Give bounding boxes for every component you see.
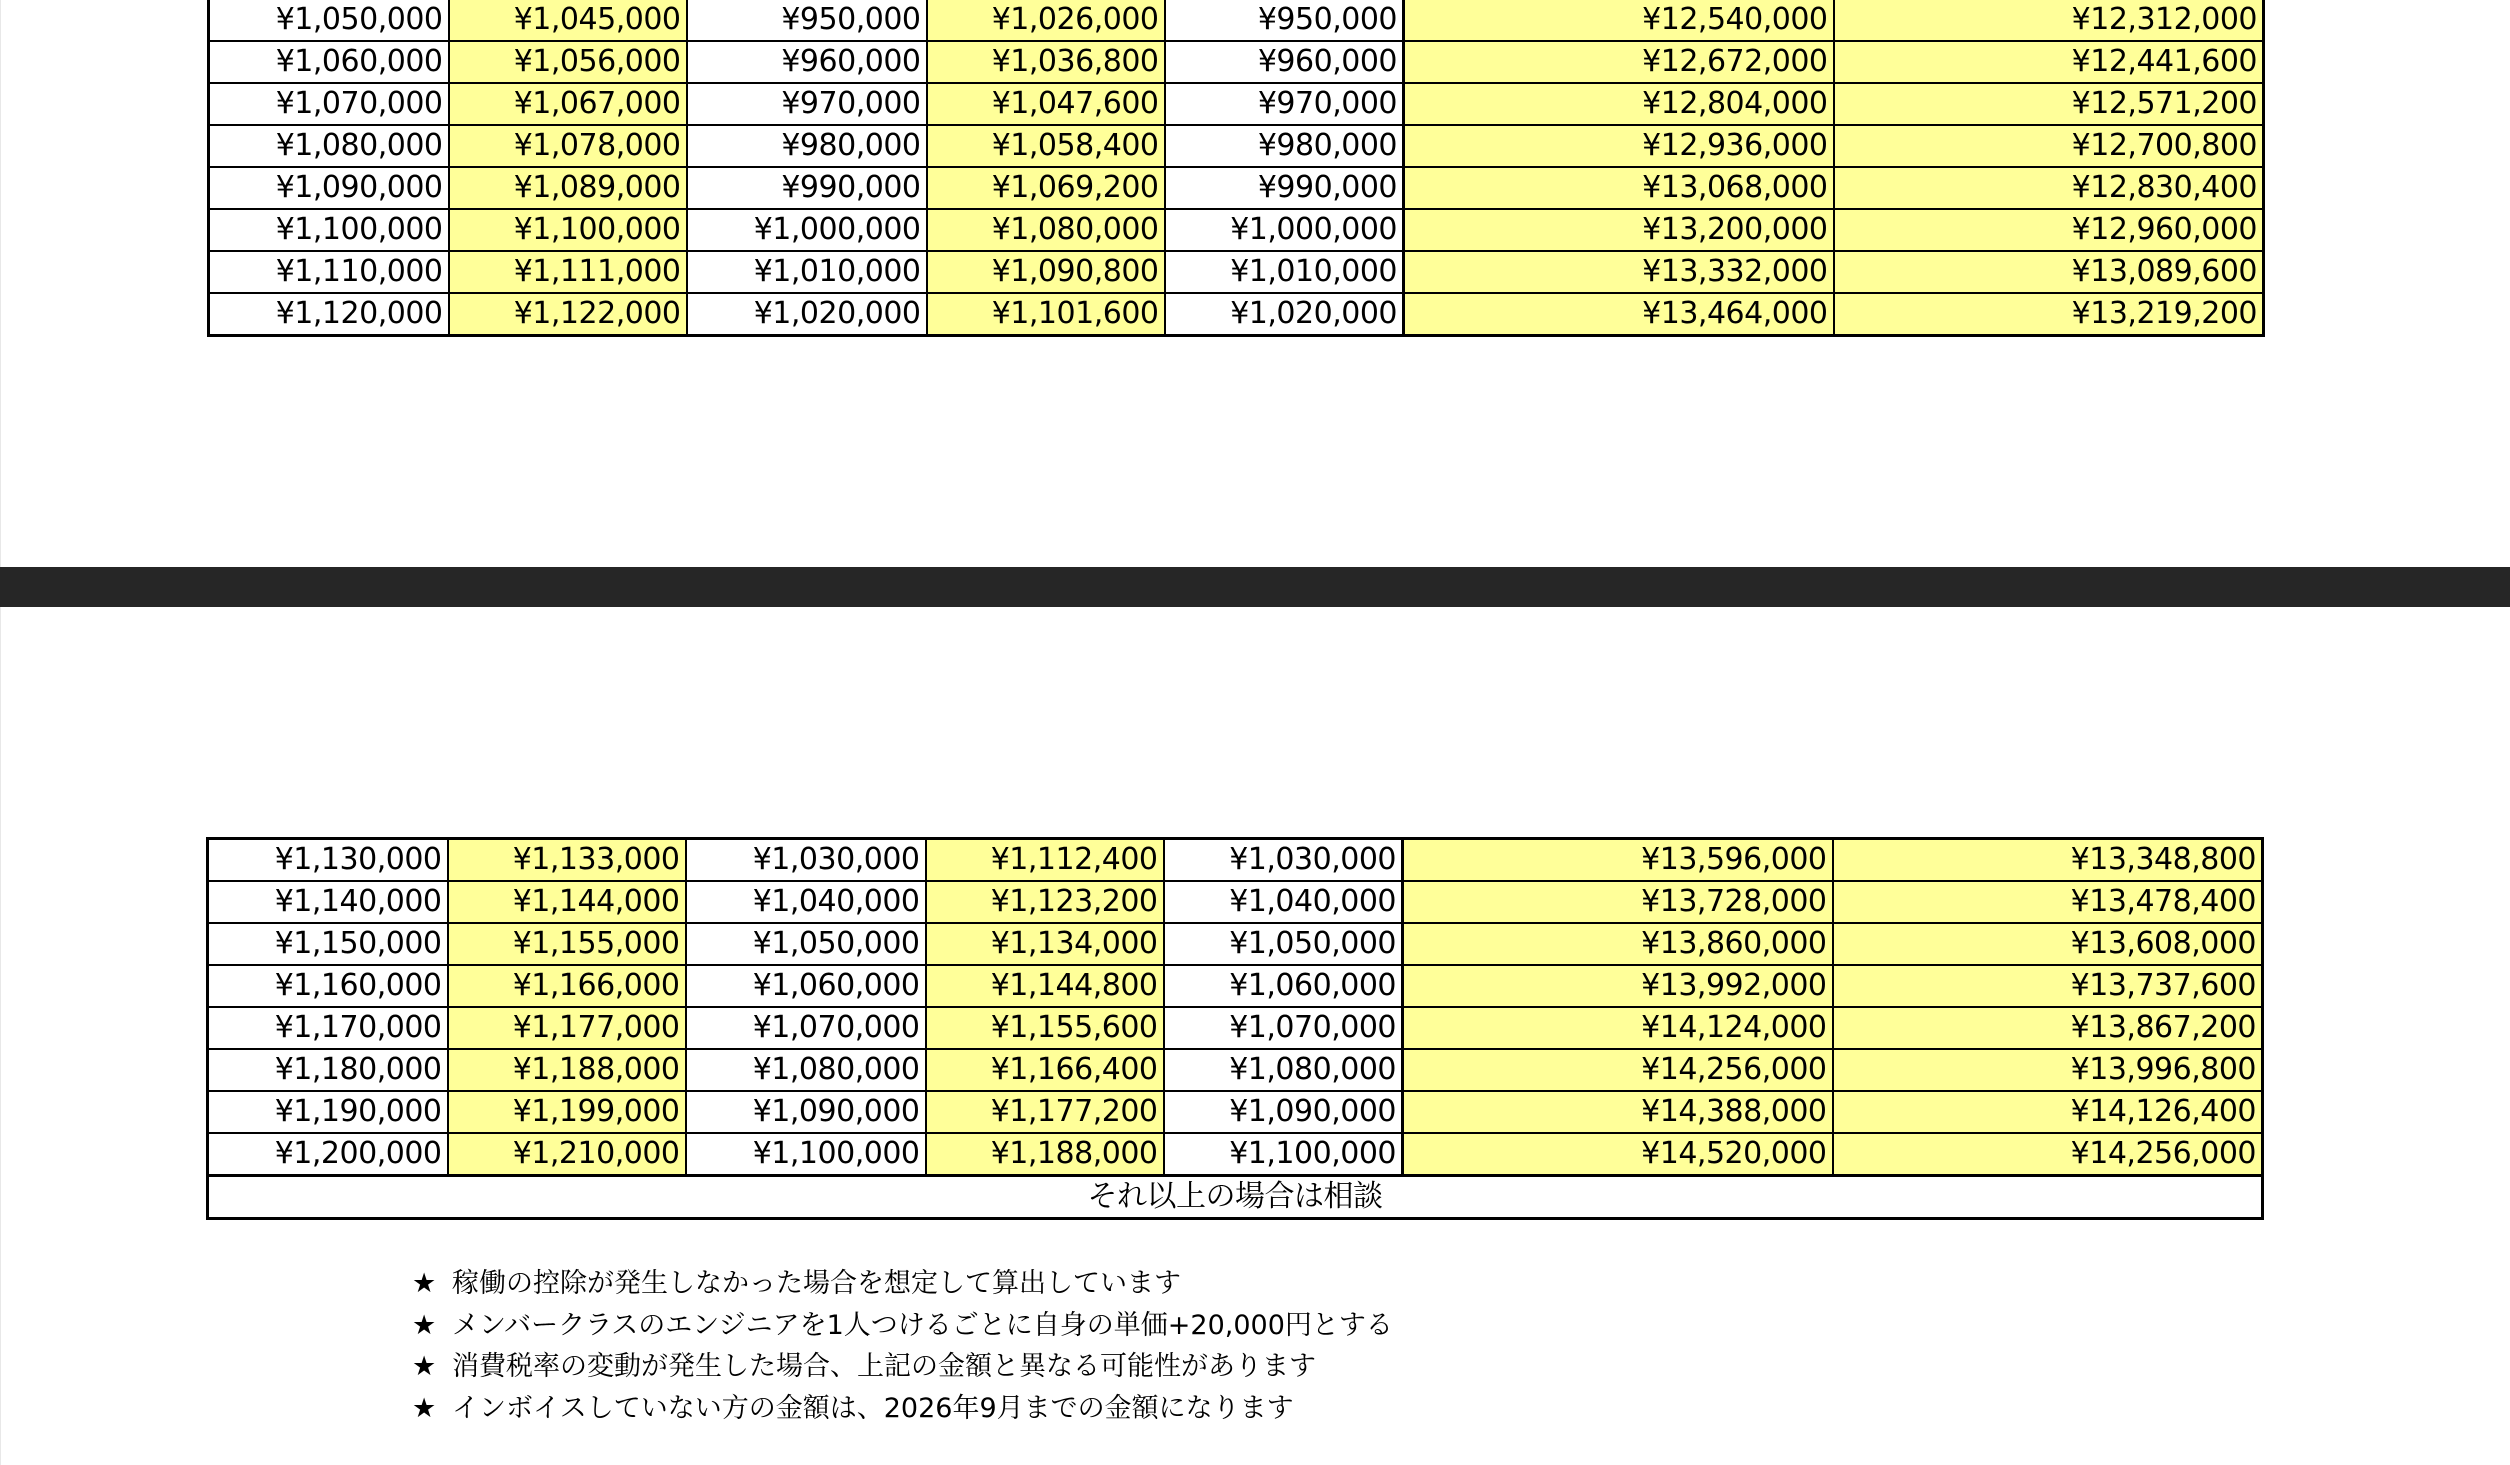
- note-item: [412, 1346, 1393, 1388]
- rate-b-cell[interactable]: ¥980,000: [687, 125, 927, 167]
- rate-b-cell[interactable]: ¥1,050,000: [686, 923, 926, 965]
- table-row: [208, 881, 2263, 923]
- table-row: [208, 965, 2263, 1007]
- annual-a-cell[interactable]: ¥12,672,000: [1404, 41, 1834, 83]
- annual-b-cell[interactable]: ¥14,126,400: [1833, 1091, 2263, 1133]
- table-row: [209, 125, 2264, 167]
- annual-b-cell[interactable]: ¥13,867,200: [1833, 1007, 2263, 1049]
- rate-c-cell[interactable]: ¥1,188,000: [926, 1133, 1164, 1176]
- rate-b-cell[interactable]: ¥1,000,000: [687, 209, 927, 251]
- rate-b-cell[interactable]: ¥1,010,000: [687, 251, 927, 293]
- base-rate-cell[interactable]: ¥1,150,000: [208, 923, 448, 965]
- table-row: [209, 251, 2264, 293]
- rate-c-cell[interactable]: ¥1,069,200: [927, 167, 1165, 209]
- rate-b-cell[interactable]: ¥1,020,000: [687, 293, 927, 336]
- annual-b-cell[interactable]: ¥13,478,400: [1833, 881, 2263, 923]
- base-rate-cell[interactable]: ¥1,100,000: [209, 209, 449, 251]
- rate-table-bottom-body: [208, 839, 2263, 1176]
- annual-a-cell[interactable]: ¥13,332,000: [1404, 251, 1834, 293]
- star-icon: ★: [412, 1268, 437, 1299]
- annual-b-cell[interactable]: ¥13,089,600: [1834, 251, 2264, 293]
- rate-b-cell[interactable]: ¥1,100,000: [686, 1133, 926, 1176]
- rate-a-cell[interactable]: ¥1,177,000: [448, 1007, 686, 1049]
- notes-list: [412, 1263, 1393, 1429]
- table-row: [208, 1133, 2263, 1176]
- rate-c-cell[interactable]: ¥1,155,600: [926, 1007, 1164, 1049]
- annual-b-cell[interactable]: ¥12,700,800: [1834, 125, 2264, 167]
- annual-a-cell[interactable]: ¥13,068,000: [1404, 167, 1834, 209]
- table-row: [208, 923, 2263, 965]
- rate-d-cell[interactable]: ¥960,000: [1165, 41, 1404, 83]
- table-row: [209, 293, 2264, 336]
- rate-c-cell[interactable]: ¥1,123,200: [926, 881, 1164, 923]
- rate-b-cell[interactable]: ¥990,000: [687, 167, 927, 209]
- note-text: メンバークラスのエンジニアを1人つけるごとに自身の単価+20,000円とする: [452, 1309, 1393, 1341]
- annual-a-cell[interactable]: ¥13,992,000: [1403, 965, 1833, 1007]
- rate-a-cell[interactable]: ¥1,056,000: [449, 41, 687, 83]
- base-rate-cell[interactable]: ¥1,050,000: [209, 0, 449, 41]
- annual-a-cell[interactable]: ¥12,936,000: [1404, 125, 1834, 167]
- base-rate-cell[interactable]: ¥1,090,000: [209, 167, 449, 209]
- base-rate-cell[interactable]: ¥1,170,000: [208, 1007, 448, 1049]
- rate-d-cell[interactable]: ¥1,060,000: [1164, 965, 1403, 1007]
- rate-a-cell[interactable]: ¥1,210,000: [448, 1133, 686, 1176]
- page-separator: [0, 567, 2510, 607]
- annual-b-cell[interactable]: ¥13,608,000: [1833, 923, 2263, 965]
- rate-d-cell[interactable]: ¥950,000: [1165, 0, 1404, 41]
- note-text: 稼働の控除が発生しなかった場合を想定して算出しています: [452, 1268, 1181, 1299]
- rate-c-cell[interactable]: ¥1,177,200: [926, 1091, 1164, 1133]
- table-row: [209, 83, 2264, 125]
- table-row: [208, 1049, 2263, 1091]
- rate-c-cell[interactable]: ¥1,036,800: [927, 41, 1165, 83]
- annual-a-cell[interactable]: ¥12,804,000: [1404, 83, 1834, 125]
- rate-b-cell[interactable]: ¥1,070,000: [686, 1007, 926, 1049]
- base-rate-cell[interactable]: ¥1,120,000: [209, 293, 449, 336]
- table-row: [209, 41, 2264, 83]
- rate-d-cell[interactable]: ¥1,020,000: [1165, 293, 1404, 336]
- rate-d-cell[interactable]: ¥1,000,000: [1165, 209, 1404, 251]
- annual-a-cell[interactable]: ¥13,464,000: [1404, 293, 1834, 336]
- rate-a-cell[interactable]: ¥1,078,000: [449, 125, 687, 167]
- note-text: 消費税率の変動が発生した場合、上記の金額と異なる可能性があります: [452, 1351, 1316, 1383]
- base-rate-cell[interactable]: ¥1,200,000: [208, 1133, 448, 1176]
- rate-a-cell[interactable]: ¥1,144,000: [448, 881, 686, 923]
- annual-b-cell[interactable]: ¥13,348,800: [1833, 839, 2263, 882]
- table-row: [209, 0, 2264, 41]
- rate-c-cell[interactable]: ¥1,134,000: [926, 923, 1164, 965]
- annual-b-cell[interactable]: ¥12,312,000: [1834, 0, 2264, 41]
- rate-b-cell[interactable]: ¥970,000: [687, 83, 927, 125]
- rate-b-cell[interactable]: ¥1,090,000: [686, 1091, 926, 1133]
- annual-a-cell[interactable]: ¥13,860,000: [1403, 923, 1833, 965]
- rate-d-cell[interactable]: ¥980,000: [1165, 125, 1404, 167]
- rate-b-cell[interactable]: ¥1,080,000: [686, 1049, 926, 1091]
- rate-a-cell[interactable]: ¥1,188,000: [448, 1049, 686, 1091]
- base-rate-cell[interactable]: ¥1,130,000: [208, 839, 448, 882]
- rate-d-cell[interactable]: ¥1,010,000: [1165, 251, 1404, 293]
- annual-b-cell[interactable]: ¥12,960,000: [1834, 209, 2264, 251]
- note-item: [412, 1263, 1393, 1305]
- rate-table-bottom: [206, 837, 2264, 1220]
- annual-b-cell[interactable]: ¥14,256,000: [1833, 1133, 2263, 1176]
- base-rate-cell[interactable]: ¥1,070,000: [209, 83, 449, 125]
- table-row: [208, 839, 2263, 882]
- annual-b-cell[interactable]: ¥12,571,200: [1834, 83, 2264, 125]
- annual-a-cell[interactable]: ¥12,540,000: [1404, 0, 1834, 41]
- annual-b-cell[interactable]: ¥13,219,200: [1834, 293, 2264, 336]
- base-rate-cell[interactable]: ¥1,080,000: [209, 125, 449, 167]
- rate-a-cell[interactable]: ¥1,045,000: [449, 0, 687, 41]
- rate-d-cell[interactable]: ¥1,080,000: [1164, 1049, 1403, 1091]
- annual-a-cell[interactable]: ¥14,256,000: [1403, 1049, 1833, 1091]
- base-rate-cell[interactable]: ¥1,160,000: [208, 965, 448, 1007]
- annual-b-cell[interactable]: ¥12,830,400: [1834, 167, 2264, 209]
- table-row: [209, 209, 2264, 251]
- star-icon: ★: [412, 1351, 437, 1383]
- rate-d-cell[interactable]: ¥970,000: [1165, 83, 1404, 125]
- annual-a-cell[interactable]: ¥14,520,000: [1403, 1133, 1833, 1176]
- rate-c-cell[interactable]: ¥1,090,800: [927, 251, 1165, 293]
- rate-c-cell[interactable]: ¥1,166,400: [926, 1049, 1164, 1091]
- table-row: [208, 1007, 2263, 1049]
- rate-a-cell[interactable]: ¥1,155,000: [448, 923, 686, 965]
- rate-c-cell[interactable]: ¥1,101,600: [927, 293, 1165, 336]
- rate-d-cell[interactable]: ¥1,070,000: [1164, 1007, 1403, 1049]
- base-rate-cell[interactable]: ¥1,140,000: [208, 881, 448, 923]
- annual-a-cell[interactable]: ¥13,200,000: [1404, 209, 1834, 251]
- note-item: [412, 1388, 1393, 1430]
- rate-table-top-body: [209, 0, 2264, 336]
- spreadsheet-page-top: [0, 0, 2510, 567]
- rate-a-cell[interactable]: ¥1,089,000: [449, 167, 687, 209]
- annual-a-cell[interactable]: ¥14,124,000: [1403, 1007, 1833, 1049]
- annual-a-cell[interactable]: ¥13,596,000: [1403, 839, 1833, 882]
- base-rate-cell[interactable]: ¥1,180,000: [208, 1049, 448, 1091]
- base-rate-cell[interactable]: ¥1,190,000: [208, 1091, 448, 1133]
- rate-b-cell[interactable]: ¥1,060,000: [686, 965, 926, 1007]
- annual-b-cell[interactable]: ¥13,737,600: [1833, 965, 2263, 1007]
- rate-c-cell[interactable]: ¥1,144,800: [926, 965, 1164, 1007]
- rate-a-cell[interactable]: ¥1,100,000: [449, 209, 687, 251]
- rate-c-cell[interactable]: ¥1,026,000: [927, 0, 1165, 41]
- rate-d-cell[interactable]: ¥1,040,000: [1164, 881, 1403, 923]
- rate-d-cell[interactable]: ¥1,030,000: [1164, 839, 1403, 882]
- consultation-note: それ以上の場合は相談: [208, 1176, 2263, 1219]
- annual-a-cell[interactable]: ¥13,728,000: [1403, 881, 1833, 923]
- rate-a-cell[interactable]: ¥1,122,000: [449, 293, 687, 336]
- rate-d-cell[interactable]: ¥1,090,000: [1164, 1091, 1403, 1133]
- rate-b-cell[interactable]: ¥950,000: [687, 0, 927, 41]
- rate-b-cell[interactable]: ¥960,000: [687, 41, 927, 83]
- rate-a-cell[interactable]: ¥1,133,000: [448, 839, 686, 882]
- rate-a-cell[interactable]: ¥1,111,000: [449, 251, 687, 293]
- note-text: インボイスしていない方の金額は、2026年9月までの金額になります: [452, 1392, 1294, 1424]
- rate-a-cell[interactable]: ¥1,199,000: [448, 1091, 686, 1133]
- table-row: [209, 167, 2264, 209]
- star-icon: ★: [412, 1392, 437, 1424]
- annual-b-cell[interactable]: ¥12,441,600: [1834, 41, 2264, 83]
- star-icon: ★: [412, 1309, 437, 1341]
- base-rate-cell[interactable]: ¥1,110,000: [209, 251, 449, 293]
- rate-b-cell[interactable]: ¥1,040,000: [686, 881, 926, 923]
- rate-d-cell[interactable]: ¥1,050,000: [1164, 923, 1403, 965]
- rate-b-cell[interactable]: ¥1,030,000: [686, 839, 926, 882]
- rate-a-cell[interactable]: ¥1,067,000: [449, 83, 687, 125]
- rate-c-cell[interactable]: ¥1,058,400: [927, 125, 1165, 167]
- rate-c-cell[interactable]: ¥1,112,400: [926, 839, 1164, 882]
- rate-c-cell[interactable]: ¥1,047,600: [927, 83, 1165, 125]
- rate-d-cell[interactable]: ¥990,000: [1165, 167, 1404, 209]
- note-item: [412, 1305, 1393, 1347]
- rate-table-top: [207, 0, 2265, 337]
- table-row: [208, 1091, 2263, 1133]
- rate-a-cell[interactable]: ¥1,166,000: [448, 965, 686, 1007]
- rate-d-cell[interactable]: ¥1,100,000: [1164, 1133, 1403, 1176]
- consultation-row: [208, 1176, 2263, 1219]
- rate-c-cell[interactable]: ¥1,080,000: [927, 209, 1165, 251]
- annual-b-cell[interactable]: ¥13,996,800: [1833, 1049, 2263, 1091]
- base-rate-cell[interactable]: ¥1,060,000: [209, 41, 449, 83]
- annual-a-cell[interactable]: ¥14,388,000: [1403, 1091, 1833, 1133]
